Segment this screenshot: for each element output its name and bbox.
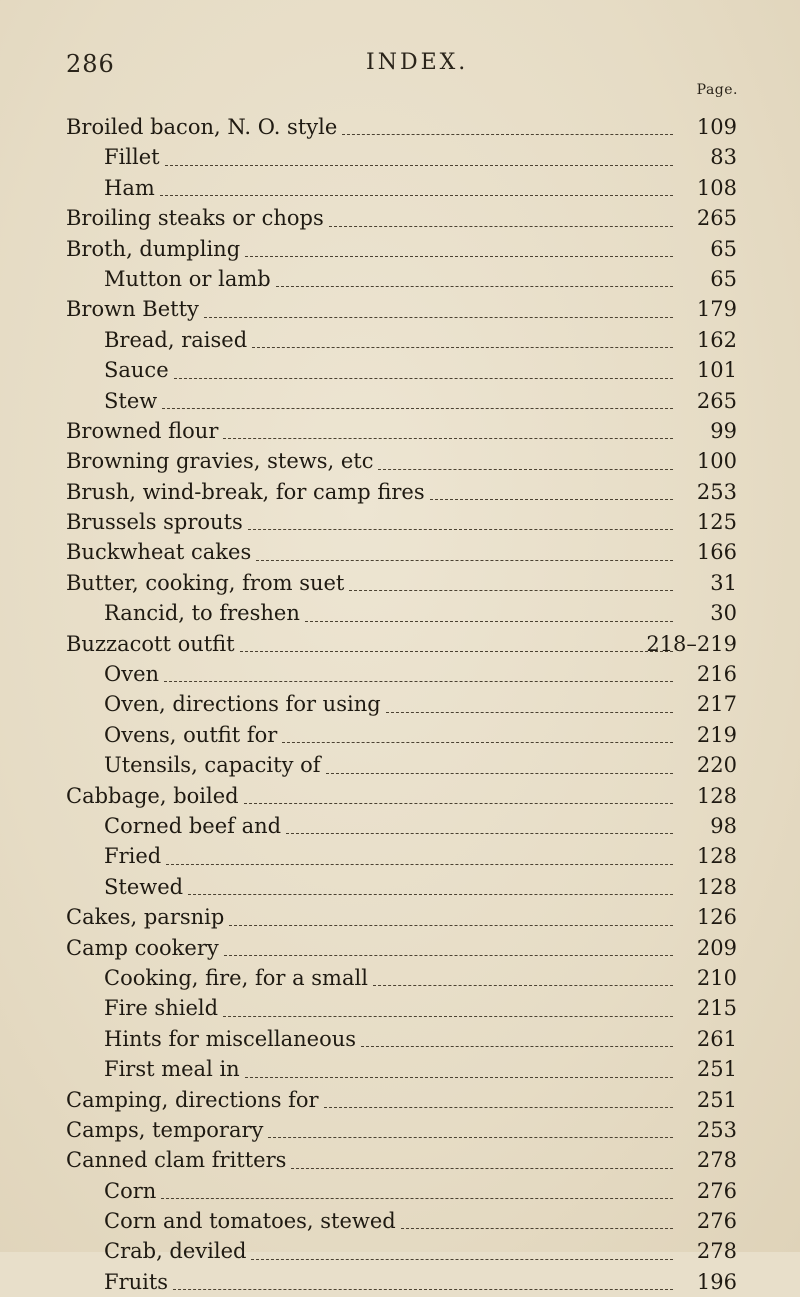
dot-leader xyxy=(165,165,673,166)
index-entry-page: 125 xyxy=(696,510,737,535)
index-entry-list xyxy=(0,112,800,1297)
index-entry xyxy=(0,1145,800,1175)
index-entry xyxy=(0,173,800,203)
index-entry-page: 100 xyxy=(696,449,737,474)
index-entry-text: Ham xyxy=(104,175,155,200)
index-entry xyxy=(0,112,800,142)
index-entry xyxy=(0,325,800,355)
index-entry-page: 210 xyxy=(696,965,737,990)
index-entry-page: 278 xyxy=(696,1148,737,1173)
index-entry xyxy=(0,750,800,780)
index-entry xyxy=(0,477,800,507)
index-entry xyxy=(0,264,800,294)
index-entry-text: Brown Betty xyxy=(66,297,199,322)
index-entry-page: 251 xyxy=(696,1087,737,1112)
index-entry xyxy=(0,993,800,1023)
index-entry-page: 108 xyxy=(696,175,737,200)
index-entry-text: Fried xyxy=(104,844,162,869)
index-entry xyxy=(0,1267,800,1297)
index-entry-text: Buckwheat cakes xyxy=(66,540,252,565)
dot-leader xyxy=(245,1077,673,1078)
dot-leader xyxy=(248,529,673,530)
index-entry-text: Browning gravies, stews, etc xyxy=(66,449,374,474)
index-entry-page: 99 xyxy=(710,418,737,443)
index-entry xyxy=(0,1054,800,1084)
index-entry-text: Camping, directions for xyxy=(66,1087,319,1112)
index-entry-text: Hints for miscellaneous xyxy=(104,1026,357,1051)
dot-leader xyxy=(251,1259,673,1260)
dot-leader xyxy=(229,925,673,926)
index-entry-text: Camps, temporary xyxy=(66,1117,264,1142)
index-entry-text: Brush, wind-break, for camp fires xyxy=(66,479,425,504)
index-entry xyxy=(0,203,800,233)
dot-leader xyxy=(361,1046,673,1047)
dot-leader xyxy=(160,195,673,196)
dot-leader xyxy=(401,1228,673,1229)
index-entry-text: Brussels sprouts xyxy=(66,510,243,535)
index-entry-page: 126 xyxy=(696,905,737,930)
index-entry-page: 215 xyxy=(696,996,737,1021)
index-entry-text: Ovens, outfit for xyxy=(104,722,278,747)
index-entry-text: Fire shield xyxy=(104,996,219,1021)
dot-leader xyxy=(349,590,673,591)
dot-leader xyxy=(204,317,673,318)
index-entry-page: 128 xyxy=(696,874,737,899)
dot-leader xyxy=(223,1016,673,1017)
index-entry-page: 98 xyxy=(710,813,737,838)
dot-leader xyxy=(244,803,673,804)
dot-leader xyxy=(240,651,673,652)
index-entry xyxy=(0,507,800,537)
index-entry-page: 101 xyxy=(696,358,737,383)
index-entry-page: 196 xyxy=(696,1269,737,1294)
index-entry-page: 65 xyxy=(710,266,737,291)
index-entry-text: Camp cookery xyxy=(66,935,219,960)
dot-leader xyxy=(291,1168,673,1169)
index-entry-page: 166 xyxy=(696,540,737,565)
index-entry-text: Cooking, fire, for a small xyxy=(104,965,368,990)
index-entry xyxy=(0,629,800,659)
dot-leader xyxy=(173,1289,673,1290)
index-entry xyxy=(0,234,800,264)
index-entry-text: Butter, cooking, from suet xyxy=(66,570,345,595)
index-entry xyxy=(0,598,800,628)
index-entry xyxy=(0,1206,800,1236)
index-entry xyxy=(0,355,800,385)
index-entry xyxy=(0,446,800,476)
index-entry-text: Buzzacott outfit xyxy=(66,631,235,656)
index-entry-page: 253 xyxy=(696,479,737,504)
index-entry-page: 265 xyxy=(696,206,737,231)
index-entry xyxy=(0,781,800,811)
dot-leader xyxy=(373,985,673,986)
dot-leader xyxy=(161,1198,673,1199)
index-entry xyxy=(0,1115,800,1145)
dot-leader xyxy=(276,286,673,287)
dot-leader xyxy=(326,773,673,774)
index-entry xyxy=(0,902,800,932)
index-entry xyxy=(0,841,800,871)
index-entry-text: Corned beef and xyxy=(104,813,282,838)
index-entry xyxy=(0,142,800,172)
dot-leader xyxy=(162,408,673,409)
index-entry-text: Mutton or lamb xyxy=(104,266,271,291)
index-entry-page: 30 xyxy=(710,601,737,626)
index-entry-page: 251 xyxy=(696,1057,737,1082)
index-entry-text: Stewed xyxy=(104,874,184,899)
index-entry-page: 219 xyxy=(696,722,737,747)
dot-leader xyxy=(282,742,673,743)
index-entry-text: Corn and tomatoes, stewed xyxy=(104,1209,396,1234)
index-entry-text: Oven xyxy=(104,662,160,687)
index-entry-text: Sauce xyxy=(104,358,169,383)
index-entry-page: 265 xyxy=(696,388,737,413)
index-entry-page: 109 xyxy=(696,115,737,139)
index-entry-text: Fillet xyxy=(104,145,160,170)
dot-leader xyxy=(305,621,673,622)
dot-leader xyxy=(174,378,673,379)
index-entry-page: 253 xyxy=(696,1117,737,1142)
index-entry-page: 209 xyxy=(696,935,737,960)
index-entry-page: 179 xyxy=(696,297,737,322)
index-entry xyxy=(0,933,800,963)
page-number: 286 xyxy=(66,50,115,78)
dot-leader xyxy=(224,955,673,956)
dot-leader xyxy=(166,864,673,865)
index-entry-text: Oven, directions for using xyxy=(104,692,381,717)
index-entry-text: Stew xyxy=(104,388,158,413)
dot-leader xyxy=(386,712,673,713)
index-entry-page: 162 xyxy=(696,327,737,352)
index-entry-page: 128 xyxy=(696,844,737,869)
index-entry xyxy=(0,963,800,993)
dot-leader xyxy=(378,469,673,470)
index-entry-text: Rancid, to freshen xyxy=(104,601,300,626)
index-entry-text: Browned flour xyxy=(66,418,219,443)
index-entry xyxy=(0,1024,800,1054)
index-entry-text: Broiling steaks or chops xyxy=(66,206,324,231)
index-entry-text: Broth, dumpling xyxy=(66,236,241,261)
dot-leader xyxy=(329,226,673,227)
dot-leader xyxy=(268,1137,673,1138)
index-entry-text: Bread, raised xyxy=(104,327,248,352)
index-entry-page: 217 xyxy=(696,692,737,717)
page-header xyxy=(66,50,736,80)
dot-leader xyxy=(342,134,673,135)
index-entry xyxy=(0,689,800,719)
page-column-label: Page. xyxy=(696,82,738,98)
index-entry xyxy=(0,811,800,841)
index-entry xyxy=(0,416,800,446)
dot-leader xyxy=(188,894,673,895)
dot-leader xyxy=(164,681,673,682)
index-entry-text: Fruits xyxy=(104,1269,169,1294)
index-entry xyxy=(0,1176,800,1206)
index-entry-page: 276 xyxy=(696,1178,737,1203)
index-entry xyxy=(0,294,800,324)
dot-leader xyxy=(286,833,673,834)
index-entry-text: Crab, deviled xyxy=(104,1239,247,1264)
index-entry-page: 261 xyxy=(696,1026,737,1051)
index-entry-text: Cakes, parsnip xyxy=(66,905,225,930)
dot-leader xyxy=(245,256,673,257)
index-entry-page: 276 xyxy=(696,1209,737,1234)
index-entry xyxy=(0,872,800,902)
index-entry-page: 220 xyxy=(696,753,737,778)
dot-leader xyxy=(252,347,673,348)
index-entry-page: 83 xyxy=(710,145,737,170)
dot-leader xyxy=(256,560,673,561)
index-entry xyxy=(0,1085,800,1115)
index-entry-text: Corn xyxy=(104,1178,157,1203)
index-entry-page: 216 xyxy=(696,662,737,687)
dot-leader xyxy=(223,438,673,439)
dot-leader xyxy=(324,1107,673,1108)
index-entry-page: 218–219 xyxy=(646,631,737,656)
index-entry xyxy=(0,386,800,416)
index-entry xyxy=(0,659,800,689)
index-entry-page: 128 xyxy=(696,783,737,808)
index-entry-page: 31 xyxy=(710,570,737,595)
index-entry xyxy=(0,568,800,598)
index-entry-text: Utensils, capacity of xyxy=(104,753,321,778)
index-entry-text: Cabbage, boiled xyxy=(66,783,239,808)
index-entry-text: First meal in xyxy=(104,1057,240,1082)
index-entry xyxy=(0,537,800,567)
index-entry xyxy=(0,720,800,750)
index-entry-page: 65 xyxy=(710,236,737,261)
running-head: INDEX. xyxy=(366,50,469,75)
index-entry-page: 278 xyxy=(696,1239,737,1264)
index-entry-text: Canned clam fritters xyxy=(66,1148,287,1173)
index-entry-text: Broiled bacon, N. O. style xyxy=(66,115,338,139)
